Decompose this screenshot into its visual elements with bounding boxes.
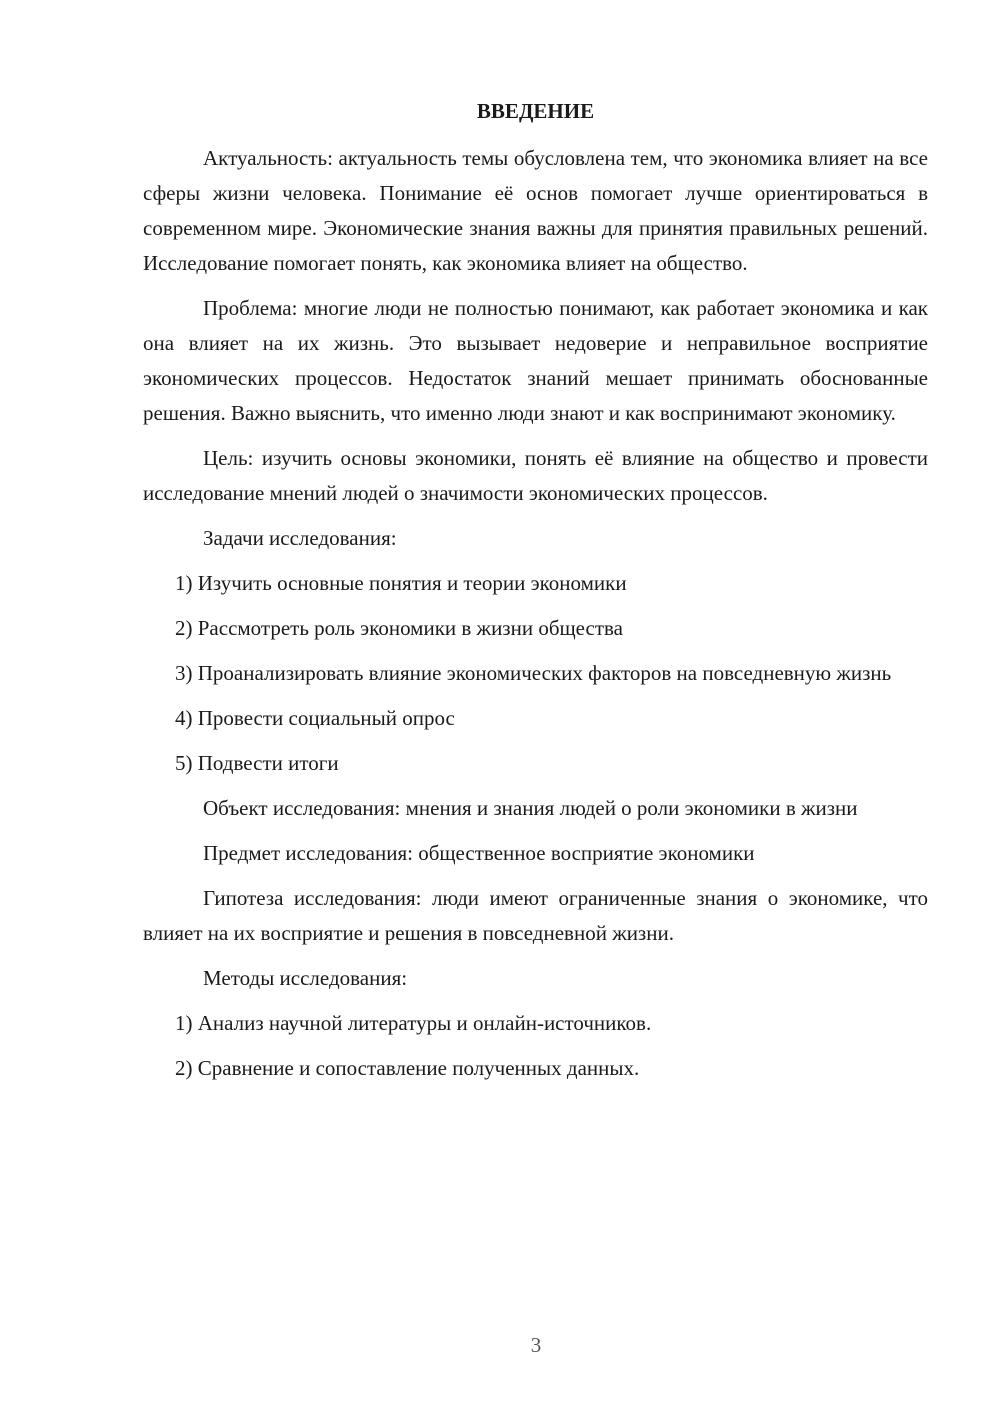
page-number: 3 [530,1333,542,1357]
problem-paragraph: Проблема: многие люди не полностью понимают, как работает экономика и как она влияет на их жизнь. Это вызывает недоверие и неправильное восприятие экономических процессов. Недостаток знаний мешает принимать обоснованные решения. Важно выяснить, что именно люди знают и как воспринимают экономику. [143,296,928,425]
task-item-2: 2) Рассмотреть роль экономики в жизни общества [175,616,623,640]
task-item-5: 5) Подвести итоги [175,751,339,775]
document-page [143,96,928,1096]
task-item-4: 4) Провести социальный опрос [175,706,455,730]
goal-paragraph: Цель: изучить основы экономики, понять её влияние на общество и провести исследование мнений людей о значимости экономических процессов. [143,446,928,505]
task-item-3: 3) Проанализировать влияние экономических факторов на повседневную жизнь [175,661,892,685]
method-item-1: 1) Анализ научной литературы и онлайн-источников. [175,1011,652,1035]
methods-heading: Методы исследования: [203,966,408,990]
task-item-1: 1) Изучить основные понятия и теории экономики [175,571,627,595]
hypothesis-paragraph: Гипотеза исследования: люди имеют ограниченные знания о экономике, что влияет на их восприятие и решения в повседневной жизни. [143,886,928,945]
relevance-paragraph: Актуальность: актуальность темы обусловлена тем, что экономика влияет на все сферы жизни человека. Понимание её основ помогает лучше ориентироваться в современном мире. Экономические знания важны для принятия правильных решений. Исследование помогает понять, как экономика влияет на общество. [143,146,928,275]
subject-paragraph: Предмет исследования: общественное восприятие экономики [203,841,755,865]
method-item-2: 2) Сравнение и сопоставление полученных данных. [175,1056,640,1080]
tasks-heading: Задачи исследования: [203,526,397,550]
page-title: ВВЕДЕНИЕ [476,99,595,123]
object-paragraph: Объект исследования: мнения и знания людей о роли экономики в жизни [203,796,858,820]
